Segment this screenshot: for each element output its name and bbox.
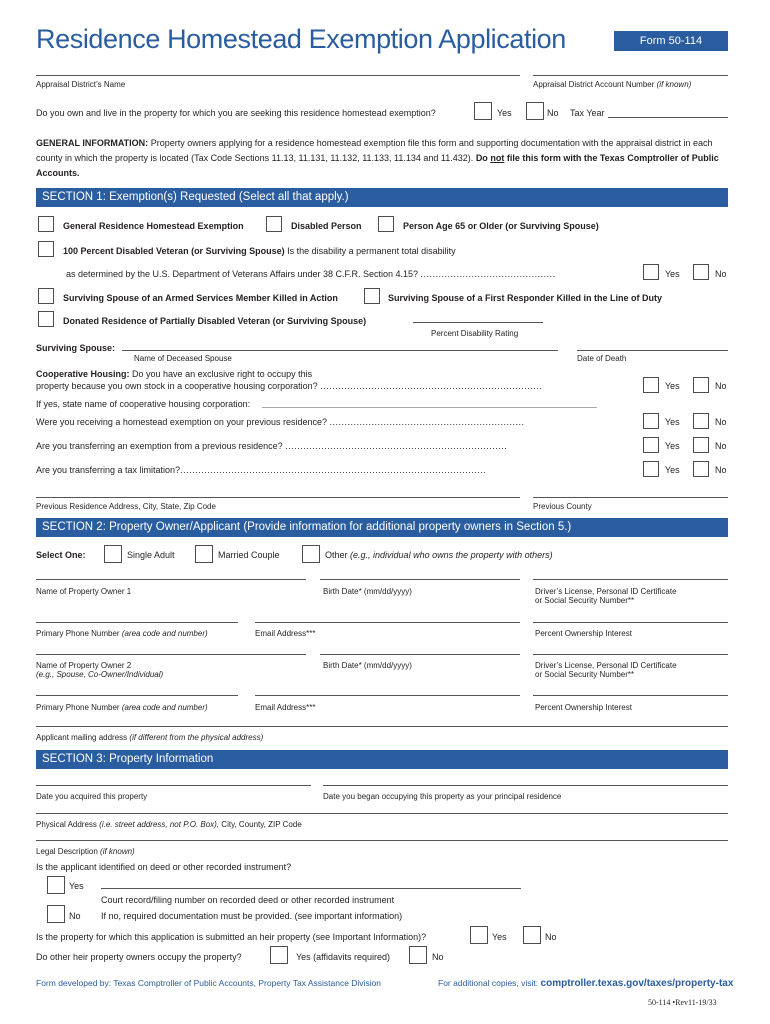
age65-checkbox[interactable] xyxy=(378,216,394,232)
owner1-email-field[interactable] xyxy=(255,622,520,623)
owner1-name-label: Name of Property Owner 1 xyxy=(36,587,132,596)
if-no-note: If no, required documentation must be provided. (see important information) xyxy=(101,911,403,921)
prev-county-field[interactable] xyxy=(533,497,728,498)
own-live-no-label: No xyxy=(547,108,559,118)
section2-header: SECTION 2: Property Owner/Applicant (Provide information for additional property owners in Section 5.) xyxy=(36,518,728,537)
age65-label: Person Age 65 or Older (or Surviving Spouse) xyxy=(403,221,599,231)
owner1-phone-label: Primary Phone Number (area code and number) xyxy=(36,629,208,638)
donated-residence-checkbox[interactable] xyxy=(38,311,54,327)
veteran-question-line2: as determined by the U.S. Department of Veterans Affairs under 38 C.F.R. Section 4.15? ............................................. xyxy=(66,269,556,279)
heir-occupy-question: Do other heir property owners occupy the property? xyxy=(36,952,242,962)
disabled-veteran-checkbox[interactable] xyxy=(38,241,54,257)
general-exemption-checkbox[interactable] xyxy=(38,216,54,232)
form-number-badge: Form 50-114 xyxy=(614,31,728,51)
owner1-id-label-line2: or Social Security Number** xyxy=(535,596,635,605)
prev-residence-question: Were you receiving a homestead exemption on your previous residence? ................................................................. xyxy=(36,417,525,427)
transfer-exemption-yes-checkbox[interactable] xyxy=(643,437,659,453)
heir-yes-label: Yes xyxy=(492,932,507,942)
prev-address-label: Previous Residence Address, City, State, Zip Code xyxy=(36,502,216,511)
date-occupying-label: Date you began occupying this property as your principal residence xyxy=(323,792,562,801)
heir-occupy-no-label: No xyxy=(432,952,444,962)
identified-question: Is the applicant identified on deed or other recorded instrument? xyxy=(36,862,292,872)
heir-occupy-no-checkbox[interactable] xyxy=(409,946,427,964)
owner2-name-label: Name of Property Owner 2 xyxy=(36,661,132,670)
owner1-id-field[interactable] xyxy=(533,579,728,580)
footer-url-link[interactable]: comptroller.texas.gov/taxes/property-tax xyxy=(540,978,734,989)
owner1-email-label: Email Address*** xyxy=(255,629,316,638)
surviving-spouse-label: Surviving Spouse: xyxy=(36,343,116,353)
prev-residence-no-label: No xyxy=(715,417,727,427)
owner2-id-field[interactable] xyxy=(533,654,728,655)
veteran-yes-label: Yes xyxy=(665,269,680,279)
coop-name-label: If yes, state name of cooperative housing corporation: xyxy=(36,399,251,409)
veteran-no-label: No xyxy=(715,269,727,279)
single-adult-checkbox[interactable] xyxy=(104,545,122,563)
heir-no-checkbox[interactable] xyxy=(523,926,541,944)
owner2-birth-label: Birth Date* (mm/dd/yyyy) xyxy=(323,661,412,670)
first-responder-checkbox[interactable] xyxy=(364,288,380,304)
section1-header: SECTION 1: Exemption(s) Requested (Select all that apply.) xyxy=(36,188,728,207)
owner2-id-label: Driver’s License, Personal ID Certificate xyxy=(535,661,677,670)
tax-year-field[interactable] xyxy=(608,117,728,118)
section3-header: SECTION 3: Property Information xyxy=(36,750,728,769)
owner2-id-label-line2: or Social Security Number** xyxy=(535,670,635,679)
date-occupying-field[interactable] xyxy=(323,785,728,786)
transfer-exemption-no-label: No xyxy=(715,441,727,451)
veteran-yes-checkbox[interactable] xyxy=(643,264,659,280)
armed-services-checkbox[interactable] xyxy=(38,288,54,304)
own-live-question: Do you own and live in the property for which you are seeking this residence homestead exemption? xyxy=(36,108,436,118)
legal-description-label: Legal Description (if known) xyxy=(36,847,135,856)
married-couple-checkbox[interactable] xyxy=(195,545,213,563)
coop-question: Cooperative Housing: Do you have an exclusive right to occupy this xyxy=(36,369,313,379)
tax-year-label: Tax Year xyxy=(570,108,605,118)
identified-yes-checkbox[interactable] xyxy=(47,876,65,894)
owner2-phone-field[interactable] xyxy=(36,695,238,696)
heir-occupy-yes-checkbox[interactable] xyxy=(270,946,288,964)
veteran-no-checkbox[interactable] xyxy=(693,264,709,280)
coop-no-label: No xyxy=(715,381,727,391)
court-record-field[interactable] xyxy=(101,888,521,889)
other-checkbox[interactable] xyxy=(302,545,320,563)
transfer-tax-yes-checkbox[interactable] xyxy=(643,461,659,477)
physical-address-label: Physical Address (i.e. street address, not P.O. Box), City, County, ZIP Code xyxy=(36,820,302,829)
prev-residence-yes-checkbox[interactable] xyxy=(643,413,659,429)
other-label: Other (e.g., individual who owns the property with others) xyxy=(325,550,553,560)
owner2-name-note: (e.g., Spouse, Co-Owner/Individual) xyxy=(36,670,164,679)
coop-yes-checkbox[interactable] xyxy=(643,377,659,393)
physical-address-field[interactable] xyxy=(36,813,728,814)
general-information: GENERAL INFORMATION: Property owners applying for a residence homestead exemption file this form and supporting documentation with the appraisal district in each county in which the property is located (Tax Code Sections 11.13, 11.131, 11.132, 11.133, 11.134 and 11.432). Do not file this form with the Texas Comptroller of Public Accounts. xyxy=(36,138,719,178)
owner2-birth-field[interactable] xyxy=(320,654,520,655)
owner2-percent-field[interactable] xyxy=(533,695,728,696)
heir-no-label: No xyxy=(545,932,557,942)
owner2-email-field[interactable] xyxy=(255,695,520,696)
account-number-label: Appraisal District Account Number (if known) xyxy=(533,80,692,89)
heir-occupy-yes-label: Yes (affidavits required) xyxy=(296,952,391,962)
prev-residence-yes-label: Yes xyxy=(665,417,680,427)
date-of-death-field[interactable] xyxy=(577,350,728,351)
transfer-tax-no-label: No xyxy=(715,465,727,475)
date-of-death-label: Date of Death xyxy=(577,354,627,363)
owner2-phone-label: Primary Phone Number (area code and number) xyxy=(36,703,208,712)
owner1-phone-field[interactable] xyxy=(36,622,238,623)
select-one-label: Select One: xyxy=(36,550,86,560)
identified-yes-label: Yes xyxy=(69,881,84,891)
legal-description-field[interactable] xyxy=(36,840,728,841)
coop-no-checkbox[interactable] xyxy=(693,377,709,393)
owner1-name-field[interactable] xyxy=(36,579,306,580)
heir-property-question: Is the property for which this application is submitted an heir property (see Important Information)? xyxy=(36,932,427,942)
date-acquired-field[interactable] xyxy=(36,785,311,786)
identified-no-checkbox[interactable] xyxy=(47,905,65,923)
transfer-tax-question: Are you transferring a tax limitation?...................................................................................................... xyxy=(36,465,487,475)
general-exemption-label: General Residence Homestead Exemption xyxy=(63,221,244,231)
footer-developed-by: Form developed by: Texas Comptroller of Public Accounts, Property Tax Assistance Division xyxy=(36,978,382,988)
court-record-label: Court record/filing number on recorded deed or other recorded instrument xyxy=(101,895,395,905)
owner1-birth-field[interactable] xyxy=(320,579,520,580)
percent-rating-field[interactable] xyxy=(413,322,543,323)
account-number-field[interactable] xyxy=(533,75,728,76)
mailing-address-label: Applicant mailing address (if different from the physical address) xyxy=(36,733,264,742)
transfer-tax-no-checkbox[interactable] xyxy=(693,461,709,477)
armed-services-label: Surviving Spouse of an Armed Services Member Killed in Action xyxy=(63,293,338,303)
prev-address-field[interactable] xyxy=(36,497,520,498)
donated-residence-label: Donated Residence of Partially Disabled Veteran (or Surviving Spouse) xyxy=(63,316,367,326)
coop-yes-label: Yes xyxy=(665,381,680,391)
district-name-field[interactable] xyxy=(36,75,520,76)
prev-residence-no-checkbox[interactable] xyxy=(693,413,709,429)
transfer-tax-yes-label: Yes xyxy=(665,465,680,475)
footer-copies: For additional copies, visit: comptroller.texas.gov/taxes/property-tax xyxy=(438,978,734,989)
owner1-id-label: Driver’s License, Personal ID Certificate xyxy=(535,587,677,596)
district-name-label: Appraisal District’s Name xyxy=(36,80,126,89)
disabled-veteran-label: 100 Percent Disabled Veteran (or Surviving Spouse) Is the disability a permanent total disability xyxy=(63,246,456,256)
deceased-name-field[interactable] xyxy=(122,350,558,351)
date-acquired-label: Date you acquired this property xyxy=(36,792,148,801)
married-couple-label: Married Couple xyxy=(218,550,280,560)
form-revision: 50-114 •Rev11-19/33 xyxy=(648,998,717,1007)
own-live-no-checkbox[interactable] xyxy=(526,102,544,120)
disabled-person-label: Disabled Person xyxy=(291,221,362,231)
percent-rating-label: Percent Disability Rating xyxy=(431,329,519,338)
transfer-exemption-yes-label: Yes xyxy=(665,441,680,451)
own-live-yes-checkbox[interactable] xyxy=(474,102,492,120)
disabled-person-checkbox[interactable] xyxy=(266,216,282,232)
own-live-yes-label: Yes xyxy=(497,108,512,118)
prev-county-label: Previous County xyxy=(533,502,592,511)
owner1-birth-label: Birth Date* (mm/dd/yyyy) xyxy=(323,587,412,596)
coop-name-field[interactable] xyxy=(262,407,597,408)
first-responder-label: Surviving Spouse of a First Responder Killed in the Line of Duty xyxy=(388,293,663,303)
single-adult-label: Single Adult xyxy=(127,550,175,560)
transfer-exemption-no-checkbox[interactable] xyxy=(693,437,709,453)
owner1-percent-label: Percent Ownership Interest xyxy=(535,629,632,638)
coop-question-line2: property because you own stock in a cooperative housing corporation? .......................................................................... xyxy=(36,381,543,391)
owner2-name-field[interactable] xyxy=(36,654,306,655)
deceased-name-label: Name of Deceased Spouse xyxy=(134,354,232,363)
page-title: Residence Homestead Exemption Application xyxy=(36,24,566,54)
owner2-email-label: Email Address*** xyxy=(255,703,316,712)
owner1-percent-field[interactable] xyxy=(533,622,728,623)
mailing-address-field[interactable] xyxy=(36,726,728,727)
transfer-exemption-question: Are you transferring an exemption from a previous residence? .......................................................................... xyxy=(36,441,508,451)
owner2-percent-label: Percent Ownership Interest xyxy=(535,703,632,712)
heir-yes-checkbox[interactable] xyxy=(470,926,488,944)
identified-no-label: No xyxy=(69,911,81,921)
